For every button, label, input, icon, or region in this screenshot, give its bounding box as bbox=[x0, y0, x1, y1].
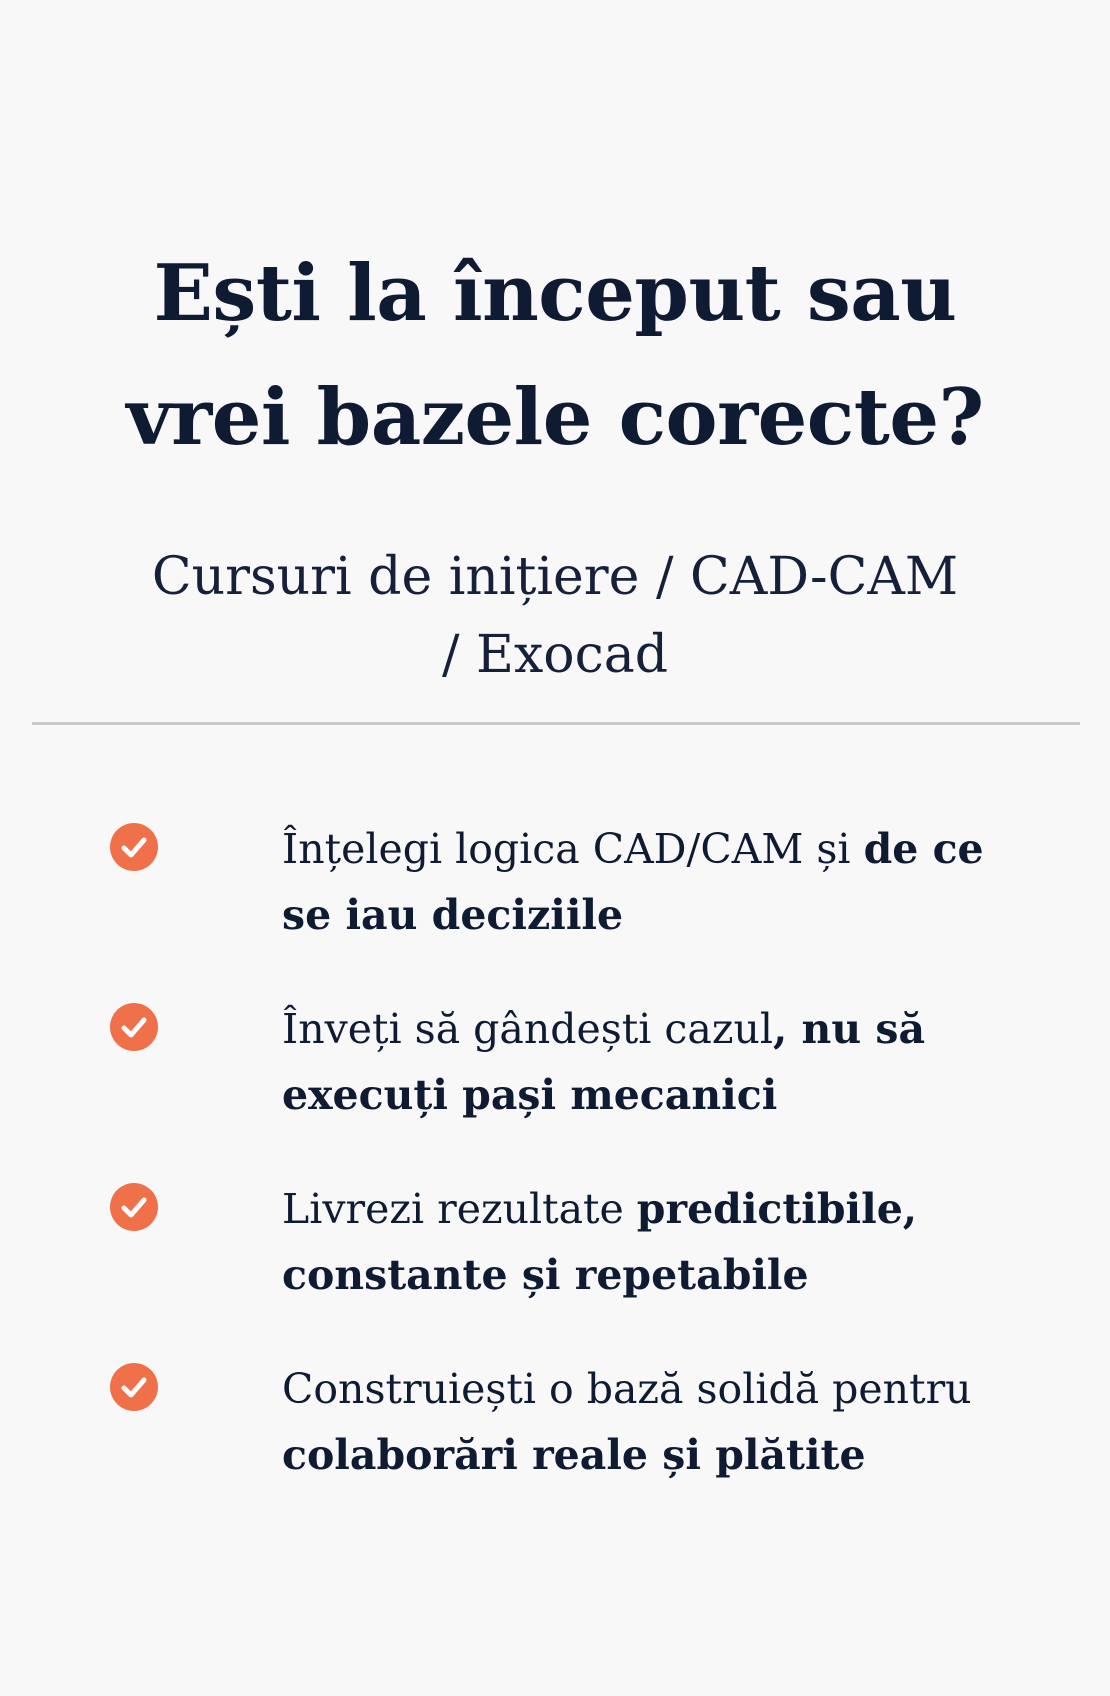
section-divider bbox=[32, 722, 1080, 725]
feature-text bbox=[282, 1176, 1002, 1308]
check-circle-icon bbox=[110, 1363, 158, 1411]
page-title: Ești la început sau vrei bazele corecte? bbox=[126, 248, 984, 463]
feature-item bbox=[0, 770, 1110, 950]
feature-regular-text: Înțelegi logica CAD/CAM și bbox=[282, 825, 864, 873]
feature-item bbox=[0, 1130, 1110, 1310]
feature-bold-text: predictibile, constante și repetabile bbox=[282, 1185, 918, 1299]
feature-regular-text: Construiești o bază solidă pentru bbox=[282, 1365, 972, 1413]
feature-regular-text: Livrezi rezultate bbox=[282, 1185, 637, 1233]
feature-text bbox=[282, 996, 1002, 1128]
feature-item bbox=[0, 950, 1110, 1130]
features-list bbox=[0, 770, 1110, 1490]
page-subtitle: Cursuri de inițiere / CAD-CAM / Exocad bbox=[151, 547, 959, 685]
feature-text bbox=[282, 1356, 1002, 1488]
check-circle-icon bbox=[110, 823, 158, 871]
feature-regular-text: Înveți să gândești cazul bbox=[282, 1005, 773, 1053]
feature-bold-text: colaborări reale și plătite bbox=[282, 1431, 866, 1479]
feature-bold-text: de ce se iau deciziile bbox=[282, 825, 984, 939]
feature-text bbox=[282, 816, 1002, 948]
hero-section bbox=[0, 232, 1110, 694]
check-circle-icon bbox=[110, 1003, 158, 1051]
feature-item bbox=[0, 1310, 1110, 1490]
check-circle-icon bbox=[110, 1183, 158, 1231]
feature-bold-text: , nu să execuți pași mecanici bbox=[282, 1005, 926, 1119]
